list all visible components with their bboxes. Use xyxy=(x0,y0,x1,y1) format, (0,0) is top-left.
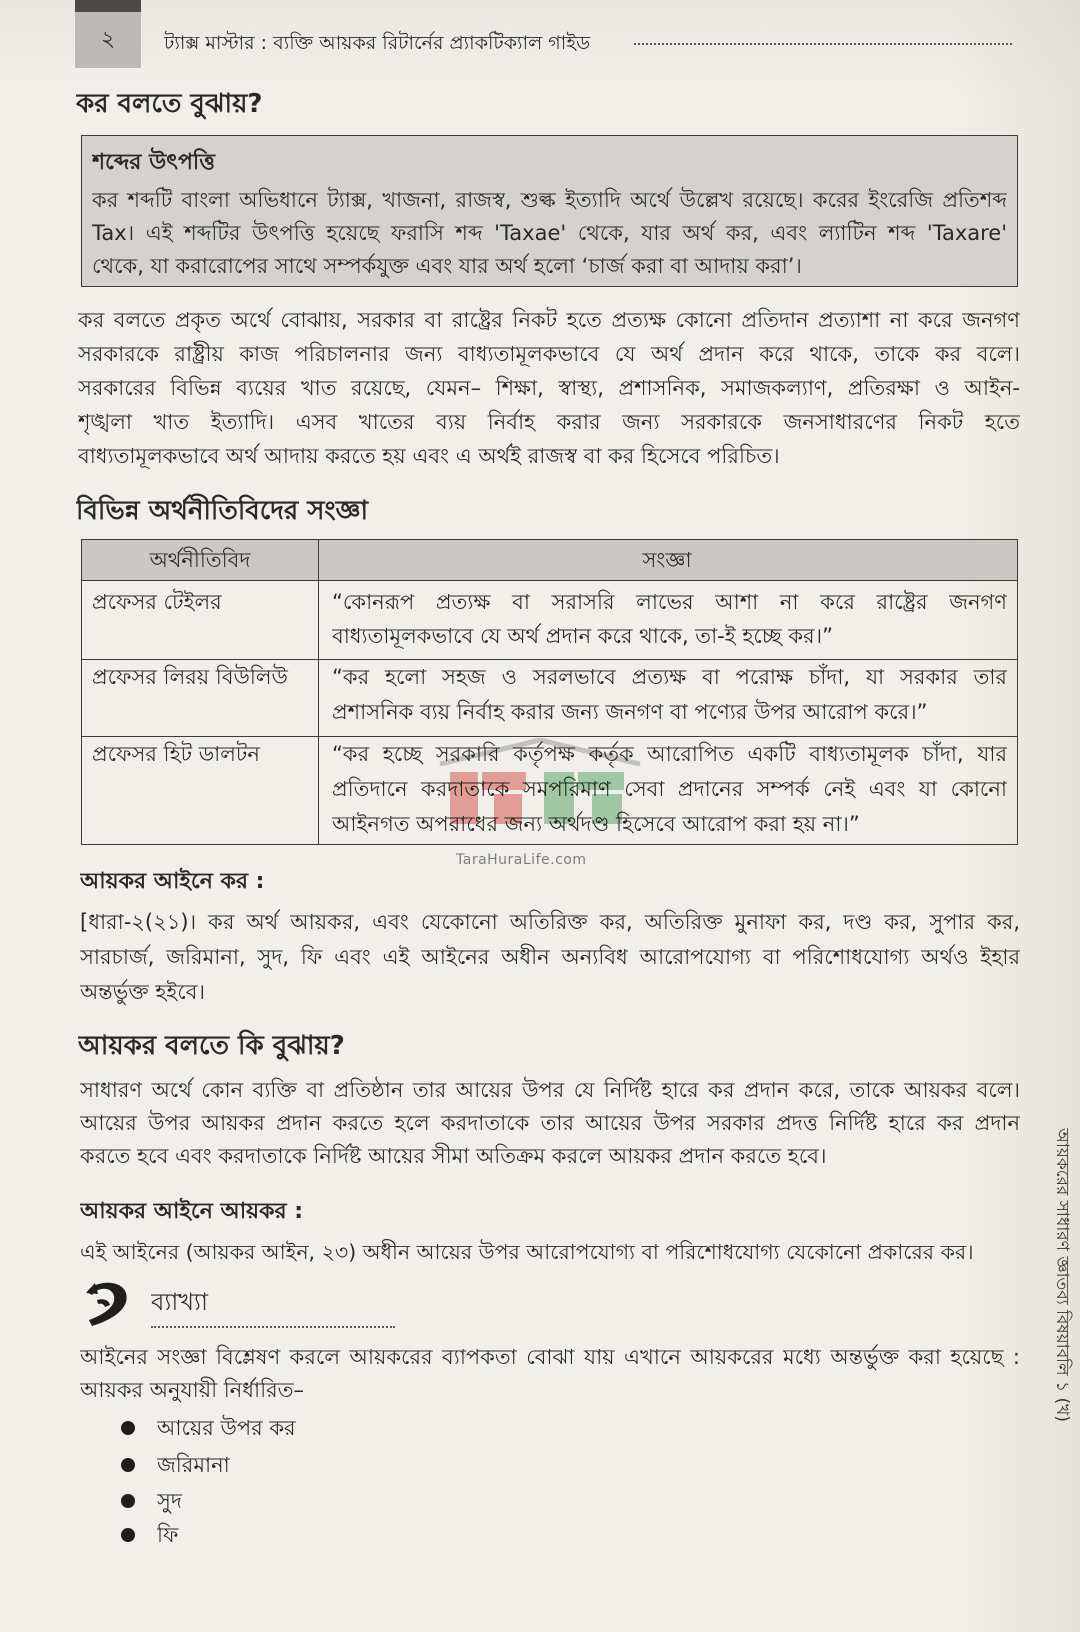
table-cell-economist: প্রফেসর হিট ডালটন xyxy=(92,742,260,766)
table-header-row xyxy=(82,540,1017,581)
running-header-title: ট্যাক্স মাস্টার : ব্যক্তি আয়কর রিটার্নের প্র্যাকটিক্যাল গাইড xyxy=(164,32,591,54)
table-header-economist: অর্থনীতিবিদ xyxy=(149,548,251,572)
table-cell-definition-line: “কোনরূপ প্রত্যক্ষ বা সরাসরি লাভের আশা না করে রাষ্ট্রের জনগণ xyxy=(332,590,1007,614)
etymology-box xyxy=(81,135,1018,287)
table-cell-definition-line: প্রতিদানে করদাতাকে সমপরিমাণ সেবা প্রদানের সম্পর্ক নেই এবং যা কোনো xyxy=(332,777,1007,801)
table-header-definition: সংজ্ঞা xyxy=(642,548,692,572)
paragraph-line: বাধ্যতামূলকভাবে অর্থ আদায় করতে হয় এবং এ অর্থই রাজস্ব বা কর হিসেবে পরিচিত। xyxy=(78,444,780,468)
paragraph-line: সারচার্জ, জরিমানা, সুদ, ফি এবং এই আইনের অধীন অন্যবিধ আরোপযোগ্য বা পরিশোধযোগ্য অর্থও ইহার xyxy=(80,945,1020,969)
paragraph-line: আয়কর অনুযায়ী নির্ধারিত– xyxy=(80,1378,304,1402)
bullet-icon xyxy=(121,1494,135,1508)
list-item-text: ফি xyxy=(157,1523,179,1547)
section-heading-income-tax: আয়কর বলতে কি বুঝায়? xyxy=(78,1031,345,1061)
paragraph-line: এই আইনের (আয়কর আইন, ২৩) অধীন আয়ের উপর আরোপযোগ্য বা পরিশোধযোগ্য যেকোনো প্রকারের কর। xyxy=(80,1240,974,1264)
paragraph-line: করতে হবে এবং করদাতাকে নির্দিষ্ট আয়ের সীমা অতিক্রম করলে আয়কর প্রদান করতে হবে। xyxy=(80,1144,827,1168)
page-number: ২ xyxy=(75,12,141,68)
paragraph-line: সাধারণ অর্থে কোন ব্যক্তি বা প্রতিষ্ঠান তার আয়ের উপর যে নির্দিষ্ট হারে কর প্রদান করে, তাকে আয়কর বলে। xyxy=(80,1078,1020,1102)
list-item-text: জরিমানা xyxy=(157,1453,230,1477)
table-cell-definition-line: প্রশাসনিক ব্যয় নির্বাহ করার জন্য জনগণ বা পণ্যের উপর আরোপ করে।” xyxy=(332,700,928,724)
paragraph-line: আয়ের উপর আয়কর প্রদান করতে হলে করদাতাকে তার আয়ের উপর সরকার প্রদত্ত নির্দিষ্ট হারে কর প্রদান xyxy=(80,1111,1020,1135)
table-cell-definition-line: বাধ্যতামূলকভাবে যে অর্থ প্রদান করে থাকে, তা-ই হচ্ছে কর।” xyxy=(332,624,833,648)
paragraph-line: আইনের সংজ্ঞা বিশ্লেষণ করলে আয়করের ব্যাপকতা বোঝা যায় এখানে আয়করের মধ্যে অন্তর্ভুক্ত করা হয়েছে : xyxy=(80,1345,1020,1369)
etymology-title: শব্দের উৎপত্তি xyxy=(92,150,215,175)
table-column-divider xyxy=(318,540,319,844)
section-heading-tax-in-law: আয়কর আইনে কর : xyxy=(80,869,265,894)
section-heading-tax: কর বলতে বুঝায়? xyxy=(76,89,263,119)
table-row xyxy=(82,581,1017,659)
definitions-table xyxy=(81,539,1018,845)
table-cell-definition-line: আইনগত অপরাধের জন্য অর্থদণ্ড হিসেবে আরোপ করা হয় না।” xyxy=(332,812,860,836)
etymology-line: Tax। এই শব্দটির উৎপত্তি হয়েছে ফরাসি শব্দ 'Taxae' থেকে, যার অর্থ কর, এবং ল্যাটিন শব্দ 'Taxare' xyxy=(92,221,1007,245)
explanation-dotted-rule xyxy=(151,1326,395,1328)
section-heading-definitions: বিভিন্ন অর্থনীতিবিদের সংজ্ঞা xyxy=(76,496,369,526)
header-dotted-rule xyxy=(634,43,1012,45)
section-mark-icon xyxy=(83,1278,131,1328)
table-cell-definition-line: “কর হচ্ছে সরকারি কর্তৃপক্ষ কর্তৃক আরোপিত একটি বাধ্যতামূলক চাঁদা, যার xyxy=(332,742,1007,766)
paragraph-line: কর বলতে প্রকৃত অর্থে বোঝায়, সরকার বা রাষ্ট্রের নিকট হতে প্রত্যক্ষ কোনো প্রতিদান প্রত্যাশা না করে জনগণ xyxy=(78,308,1020,332)
explanation-heading: ব্যাখ্যা xyxy=(151,1288,208,1316)
watermark-text: TaraHuraLife.com xyxy=(456,852,587,868)
table-row xyxy=(82,659,1017,736)
list-item-text: আয়ের উপর কর xyxy=(157,1416,296,1440)
section-heading-income-tax-in-law: আয়কর আইনে আয়কর : xyxy=(80,1199,304,1224)
paragraph-line: শৃঙ্খলা খাত ইত্যাদি। এসব খাতের ব্যয় নির্বাহ করার জন্য সরকারকে জনসাধারণের নিকট হতে xyxy=(78,410,1020,434)
table-cell-economist: প্রফেসর টেইলর xyxy=(92,590,222,614)
paragraph-line: [ধারা-২(২১)। কর অর্থ আয়কর, এবং যেকোনো অতিরিক্ত কর, অতিরিক্ত মুনাফা কর, দণ্ড কর, সুপার কর, xyxy=(80,910,1020,934)
table-cell-definition-line: “কর হলো সহজ ও সরলভাবে প্রত্যক্ষ বা পরোক্ষ চাঁদা, যা সরকার তার xyxy=(332,665,1007,689)
paragraph-line: সরকারকে রাষ্ট্রীয় কাজ পরিচালনার জন্য বাধ্যতামূলকভাবে যে অর্থ প্রদান করে থাকে, তাকে কর বলে। xyxy=(78,342,1020,366)
chapter-margin-label: আয়করের সাধারণ জ্ঞাতব্য বিষয়াবলি ১ (খ) xyxy=(1052,1128,1072,1422)
paragraph-line: অন্তর্ভুক্ত হইবে। xyxy=(80,980,205,1004)
bullet-icon xyxy=(121,1421,135,1435)
etymology-line: কর শব্দটি বাংলা অভিধানে ট্যাক্স, খাজনা, রাজস্ব, শুল্ক ইত্যাদি অর্থে উল্লেখ রয়েছে। করের ইংরেজি প্রতিশব্দ xyxy=(92,188,1007,212)
table-row xyxy=(82,736,1017,843)
bullet-icon xyxy=(121,1528,135,1542)
paragraph-line: সরকারের বিভিন্ন ব্যয়ের খাত রয়েছে, যেমন– শিক্ষা, স্বাস্থ্য, প্রশাসনিক, সমাজকল্যাণ, প্রতিরক্ষা ও আইন- xyxy=(78,376,1020,400)
bullet-icon xyxy=(121,1458,135,1472)
header-tab-strip xyxy=(75,0,141,12)
etymology-line: থেকে, যা করারোপের সাথে সম্পর্কযুক্ত এবং যার অর্থ হলো ‘চার্জ করা বা আদায় করা’। xyxy=(92,254,802,278)
table-cell-economist: প্রফেসর লিরয় বিউলিউ xyxy=(92,665,288,689)
list-item-text: সুদ xyxy=(157,1489,182,1513)
